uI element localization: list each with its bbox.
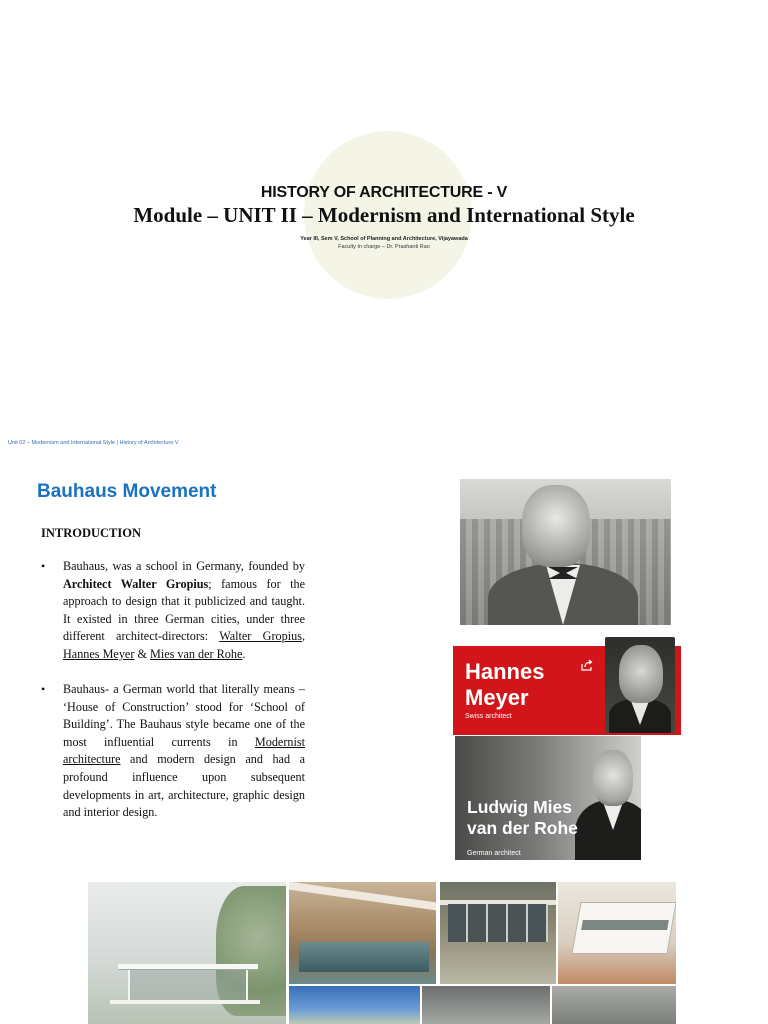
section-heading: Bauhaus Movement (37, 481, 217, 502)
building-photo (289, 986, 420, 1024)
bullet-text (63, 558, 305, 664)
mies-subtitle: German architect (467, 850, 521, 857)
building-photo (558, 882, 676, 984)
hannes-meyer-photo (605, 637, 675, 733)
faculty-line: Faculty In charge – Dr. Prashanti Rao (338, 244, 430, 250)
photo-deck (110, 1000, 260, 1004)
separator: & (134, 646, 150, 661)
building-photo (422, 986, 550, 1024)
bullet-text-run: Bauhaus- a German world that literally means – ‘House of Construction’ stood for ‘School of Building’. The Bauhaus style became one of the most influential currents in (63, 682, 305, 749)
photo-pool (299, 942, 429, 972)
module-title: Module – UNIT II – Modernism and International Style (133, 203, 635, 227)
link-mies-van-der-rohe[interactable]: Mies van der Rohe (149, 646, 243, 661)
building-photo (440, 882, 556, 984)
link-modernist-architecture[interactable]: Modernist architecture (63, 734, 305, 767)
bullet-bold-run: Architect Walter Gropius (63, 576, 209, 591)
photo-head (522, 485, 590, 567)
bullet-item-meaning (40, 681, 305, 822)
separator: . (242, 646, 246, 661)
building-photo (552, 986, 676, 1024)
meyer-name-line2: Meyer (465, 685, 529, 710)
meyer-name (465, 659, 544, 711)
bullet-glyph: • (41, 559, 46, 573)
mies-name-line1: Ludwig Mies (467, 797, 572, 817)
photo-glass (448, 904, 548, 942)
bullet-text-run: Bauhaus, was a school in Germany, founded by (63, 559, 305, 573)
page-header: Unit 02 – Modernism and International Style | History of Architecture V (8, 440, 179, 446)
bullet-text-run: and modern design and had a profound influence upon subsequent developments in art, architecture, graphic design and interior design. (63, 752, 305, 820)
year-line: Year III, Sem V, School of Planning and Architecture, Vijayawada (300, 236, 468, 242)
intro-heading: INTRODUCTION (41, 526, 142, 540)
link-hannes-meyer[interactable]: Hannes Meyer (63, 646, 135, 661)
bullet-text-run: ; famous for the approach to design that it publicized and taught. It existed in three German cities, under three different architect-directors: (63, 576, 305, 644)
building-collage (88, 882, 676, 1024)
share-icon[interactable] (581, 659, 593, 671)
bullet-list (40, 558, 305, 839)
separator: , (301, 629, 305, 644)
link-walter-gropius[interactable]: Walter Gropius (219, 629, 302, 644)
meyer-subtitle: Swiss architect (465, 713, 512, 720)
meyer-name-line1: Hannes (465, 659, 545, 684)
mies-name (467, 797, 578, 839)
photo-window-band (581, 920, 669, 930)
building-photo (289, 882, 436, 984)
mies-name-line2: van der Rohe (467, 818, 578, 838)
bullet-glyph: • (41, 682, 46, 697)
building-photo (88, 882, 286, 1024)
mies-van-der-rohe-card (455, 736, 641, 860)
bullet-text (63, 681, 305, 822)
photo-head (593, 750, 633, 806)
photo-roof (289, 882, 436, 910)
walter-gropius-photo (460, 479, 671, 625)
photo-glass (128, 970, 248, 1000)
photo-head (619, 645, 663, 703)
bullet-item-founding (40, 558, 305, 664)
course-title: HISTORY OF ARCHITECTURE - V (260, 184, 508, 201)
